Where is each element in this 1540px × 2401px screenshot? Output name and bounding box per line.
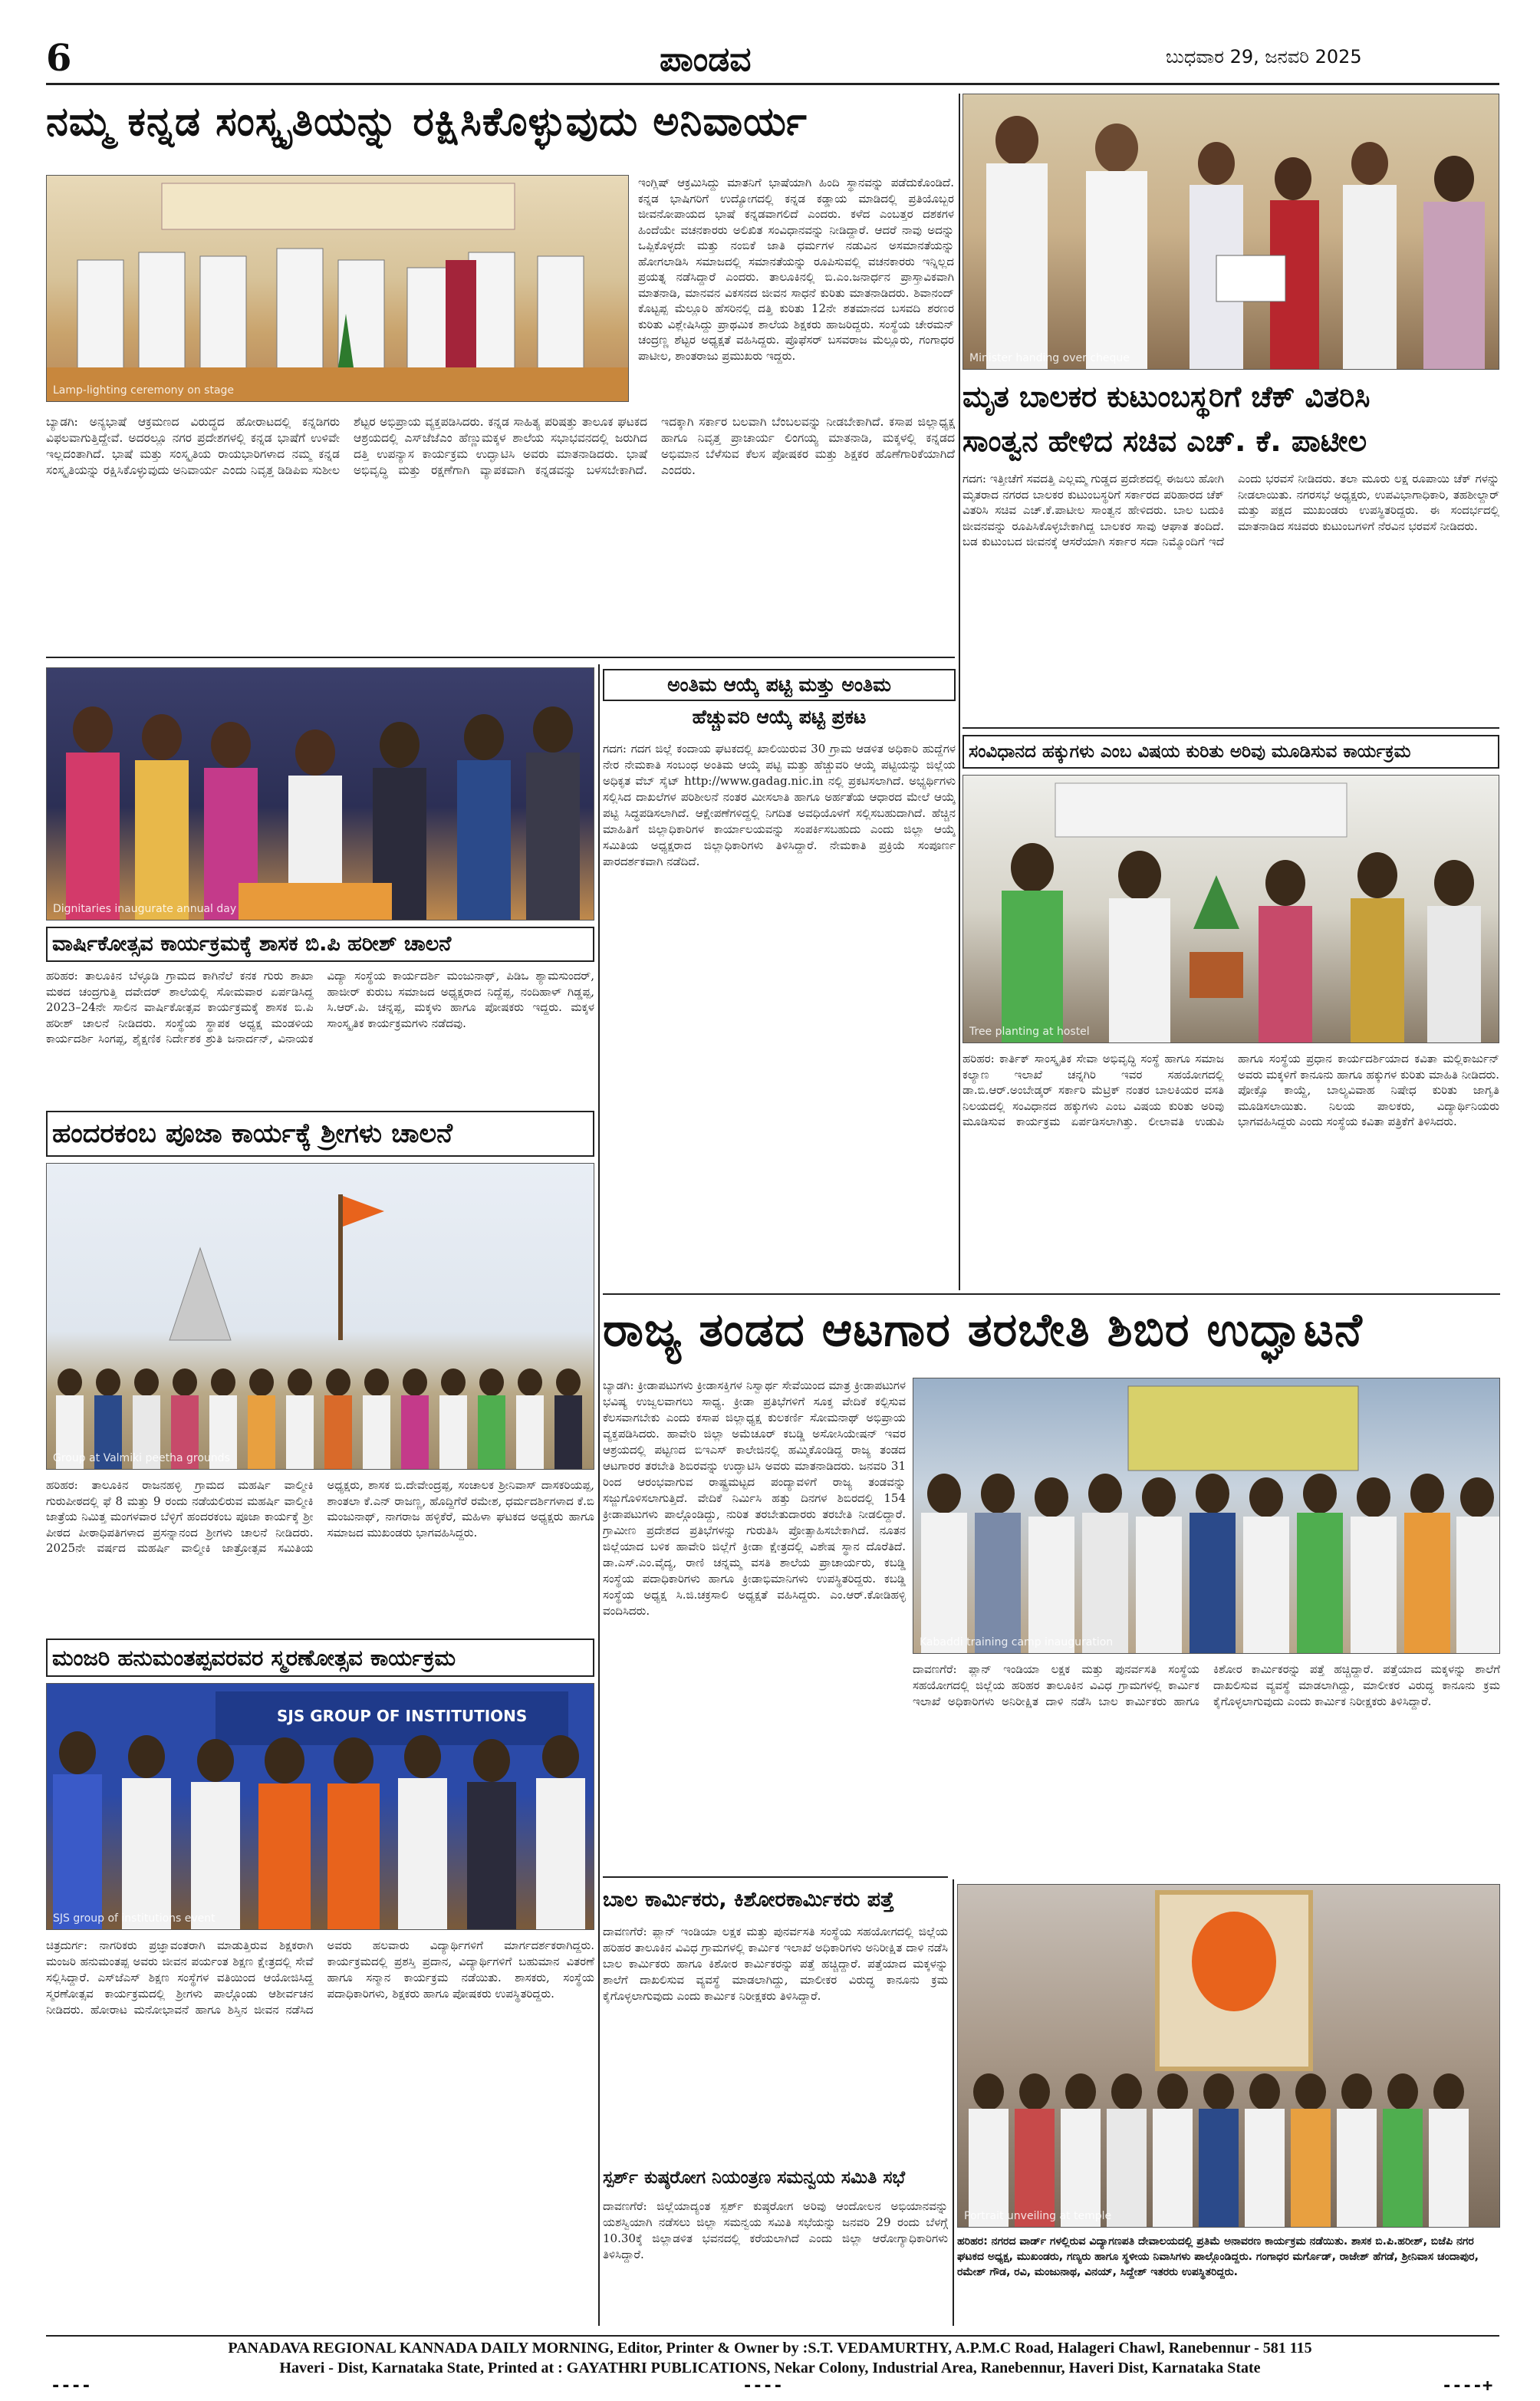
child-labour-body: ದಾವಣಗೆರೆ: ಪ್ಲಾನ್ ಇಂಡಿಯಾ ಲಕ್ಷಕ ಮತ್ತು ಪುನರ್ವಸತಿ ಸಂಸ್ಥೆಯ ಸಹಯೋಗದಲ್ಲಿ ಜಿಲ್ಲೆಯ ಹರಿಹರ ತಾಲೂಕಿನ ವಿವಿಧ ಗ್ರಾಮಗಳಲ್ಲಿ ಕಾರ್ಮಿಕ ಇಲಾಖೆ ಅಧಿಕಾರಿಗಳು ಅನಿರೀಕ್ಷಿತ ದಾಳಿ ನಡೆಸಿ ಬಾಲ ಕಾರ್ಮಿಕರು ಹಾಗೂ ಕಿಶೋರ ಕಾರ್ಮಿಕರನ್ನು ಪತ್ತೆ ಹಚ್ಚಿದ್ದಾರೆ. ಪತ್ತೆಯಾದ ಮಕ್ಕಳನ್ನು ಶಾಲೆಗೆ ದಾಖಲಿಸುವ ವ್ಯವಸ್ಥೆ ಮಾಡಲಾಗಿದ್ದು, ಮಾಲೀಕರ ವಿರುದ್ಧ ಕಾನೂನು ಕ್ರಮ ಕೈಗೊಳ್ಳಲಾಗುವುದು ಎಂದು ಕಾರ್ಮಿಕ ನಿರೀಕ್ಷಕರು ತಿಳಿಸಿದ್ದಾರೆ. — [603, 1925, 948, 2003]
headline-child-labour: ಬಾಲ ಕಾರ್ಮಿಕರು, ಕಿಶೋರಕಾರ್ಮಿಕರು ಪತ್ತೆ — [603, 1888, 894, 1912]
photo-kabaddi-label: Kabaddi training camp inauguration — [920, 1636, 1114, 1648]
issue-date: ಬುಧವಾರ 29, ಜನವರಿ 2025 — [1166, 46, 1362, 68]
photo-lamp-lighting — [46, 175, 629, 402]
samvidhana-body: ಹರಿಹರ: ಕಾರ್ತಿಕ್ ಸಾಂಸ್ಕೃತಿಕ ಸೇವಾ ಅಭಿವೃದ್ಧಿ ಸಂಸ್ಥೆ ಹಾಗೂ ಸಮಾಜ ಕಲ್ಯಾಣ ಇಲಾಖೆ ಚನ್ನಗಿರಿ ಇವರ ಸಹಯೋಗದಲ್ಲಿ ಡಾ.ಬಿ.ಆರ್.ಅಂಬೇಡ್ಕರ್ ಸರ್ಕಾರಿ ಮೆಟ್ರಿಕ್ ನಂತರ ಬಾಲಕಿಯರ ವಸತಿ ನಿಲಯದಲ್ಲಿ ಸಂವಿಧಾನದ ಹಕ್ಕುಗಳು ಎಂಬ ವಿಷಯ ಕುರಿತು ಅರಿವು ಮೂಡಿಸುವ ಕಾರ್ಯಕ್ರಮ ಏರ್ಪಡಿಸಲಾಗಿತ್ತು. ಲೀಲಾವತಿ ಉಡುಪಿ ಹಾಗೂ ಸಂಸ್ಥೆಯ ಪ್ರಧಾನ ಕಾರ್ಯದರ್ಶಿಯಾದ ಕವಿತಾ ಮಲ್ಲಿಕಾರ್ಜುನ್ ಅವರು ಮಕ್ಕಳಿಗೆ ಕಾನೂನು ಹಾಗೂ ಹಕ್ಕುಗಳ ಕುರಿತು ಮಾಹಿತಿ ನೀಡಿದರು. ಪೋಕ್ಸೊ ಕಾಯ್ದೆ, ಬಾಲ್ಯವಿವಾಹ ನಿಷೇಧ ಕುರಿತು ಜಾಗೃತಿ ಮೂಡಿಸಲಾಯಿತು. ನಿಲಯ ಪಾಲಕರು, ವಿದ್ಯಾರ್ಥಿನಿಯರು ಭಾಗವಹಿಸಿದ್ದರು ಎಂದು ಸಂಸ್ಥೆಯ ಕವಿತಾ ಪತ್ರಿಕೆಗೆ ತಿಳಿಸಿದರು. — [962, 1052, 1499, 1128]
photo-valmiki-label: Group at Valmiki peetha grounds — [53, 1452, 230, 1464]
footer-center-mark: ---- — [742, 2376, 783, 2396]
footer-rule — [46, 2335, 1499, 2337]
photo-portrait-label: Portrait unveiling at temple — [964, 2210, 1112, 2222]
annual-day-body: ಹರಿಹರ: ತಾಲೂಕಿನ ಬೆಳ್ಳೂಡಿ ಗ್ರಾಮದ ಕಾಗಿನೆಲೆ ಕನಕ ಗುರು ಶಾಖಾ ಮಠದ ಚಂದ್ರಗುತ್ತಿ ದವೇದರ್ ಶಾಲೆಯಲ್ಲಿ ಸೋಮವಾರ ಏರ್ಪಡಿಸಿದ್ದ 2023–24ನೇ ಸಾಲಿನ ವಾರ್ಷಿಕೋತ್ಸವ ಕಾರ್ಯಕ್ರಮಕ್ಕೆ ಶಾಸಕ ಬಿ.ಪಿ ಹರೀಶ್ ಚಾಲನೆ ನೀಡಿದರು. ಸಂಸ್ಥೆಯ ಸ್ಥಾಪಕ ಅಧ್ಯಕ್ಷ ಮಂಡಳಿಯ ಕಾರ್ಯದರ್ಶಿ ಸಿಂಗಪ್ಪ, ಶೈಕ್ಷಣಿಕ ನಿರ್ದೇಶಕ ಶ್ರುತಿ ಜನಾರ್ದನ್, ವಿನಾಯಕ ವಿದ್ಯಾ ಸಂಸ್ಥೆಯ ಕಾರ್ಯದರ್ಶಿ ಮಂಜುನಾಥ್, ಪಿಡಿಒ ಶ್ಯಾಮಸುಂದರ್, ಹಾಜೀರ್ ಕುರುಬ ಸಮಾಜದ ಅಧ್ಯಕ್ಷರಾದ ನಿದ್ದೆಪ್ಪ, ನಂದಿಹಾಳ್ ಗಿಡ್ಡಪ್ಪ, ಸಿ.ಆರ್.ಪಿ. ಚನ್ನಪ್ಪ, ಮಕ್ಕಳು ಹಾಗೂ ಪೋಷಕರು ಇದ್ದರು. ಮಕ್ಕಳ ಸಾಂಸ್ಕೃತಿಕ ಕಾರ್ಯಕ್ರಮಗಳು ನಡೆದವು. — [46, 969, 594, 1046]
headline-kannada-culture: ನಮ್ಮ ಕನ್ನಡ ಸಂಸ್ಕೃತಿಯನ್ನು ರಕ್ಷಿಸಿಕೊಳ್ಳುವುದು ಅನಿವಾರ್ಯ — [46, 99, 808, 145]
headline-voters-1: ಅಂತಿಮ ಆಯ್ಕೆ ಪಟ್ಟಿ ಮತ್ತು ಅಂತಿಮ — [603, 669, 956, 701]
sports-body-continued-text: ದಾವಣಗೆರೆ: ಪ್ಲಾನ್ ಇಂಡಿಯಾ ಲಕ್ಷಕ ಮತ್ತು ಪುನರ್ವಸತಿ ಸಂಸ್ಥೆಯ ಸಹಯೋಗದಲ್ಲಿ ಜಿಲ್ಲೆಯ ಹರಿಹರ ತಾಲೂಕಿನ ವಿವಿಧ ಗ್ರಾಮಗಳಲ್ಲಿ ಕಾರ್ಮಿಕ ಇಲಾಖೆ ಅಧಿಕಾರಿಗಳು ಅನಿರೀಕ್ಷಿತ ದಾಳಿ ನಡೆಸಿ ಬಾಲ ಕಾರ್ಮಿಕರು ಹಾಗೂ ಕಿಶೋರ ಕಾರ್ಮಿಕರನ್ನು ಪತ್ತೆ ಹಚ್ಚಿದ್ದಾರೆ. ಪತ್ತೆಯಾದ ಮಕ್ಕಳನ್ನು ಶಾಲೆಗೆ ದಾಖಲಿಸುವ ವ್ಯವಸ್ಥೆ ಮಾಡಲಾಗಿದ್ದು, ಮಾಲೀಕರ ವಿರುದ್ಧ ಕಾನೂನು ಕ್ರಮ ಕೈಗೊಳ್ಳಲಾಗುವುದು ಎಂದು ಕಾರ್ಮಿಕ ನಿರೀಕ್ಷಕರು ತಿಳಿಸಿದ್ದಾರೆ. — [913, 1662, 1500, 1708]
voters-body: ಗದಗ: ಗದಗ ಜಿಲ್ಲೆ ಕಂದಾಯ ಘಟಕದಲ್ಲಿ ಖಾಲಿಯಿರುವ 30 ಗ್ರಾಮ ಆಡಳಿತ ಅಧಿಕಾರಿ ಹುದ್ದೆಗಳ ನೇರ ನೇಮಕಾತಿ ಸಂಬಂಧ ಅಂತಿಮ ಆಯ್ಕೆ ಪಟ್ಟಿ ಮತ್ತು ಹೆಚ್ಚುವರಿ ಆಯ್ಕೆ ಪಟ್ಟಿಯನ್ನು ಜಿಲ್ಲೆಯ ಅಧಿಕೃತ ವೆಬ್ ಸೈಟ್ http://www.gadag.nic.in ನಲ್ಲಿ ಪ್ರಕಟಿಸಲಾಗಿದೆ. ಅಭ್ಯರ್ಥಿಗಳು ಸಲ್ಲಿಸಿದ ದಾಖಲೆಗಳ ಪರಿಶೀಲನೆ ನಂತರ ಮೀಸಲಾತಿ ಹಾಗೂ ಅರ್ಹತೆಯ ಆಧಾರದ ಮೇಲೆ ಆಯ್ಕೆ ಪಟ್ಟಿ ಸಿದ್ಧಪಡಿಸಲಾಗಿದೆ. ಆಕ್ಷೇಪಣೆಗಳಿದ್ದಲ್ಲಿ ನಿಗದಿತ ಅವಧಿಯೊಳಗೆ ಸಲ್ಲಿಸಬಹುದಾಗಿದೆ. ಹೆಚ್ಚಿನ ಮಾಹಿತಿಗೆ ಜಿಲ್ಲಾಧಿಕಾರಿಗಳ ಕಾರ್ಯಾಲಯವನ್ನು ಸಂಪರ್ಕಿಸಬಹುದು ಎಂದು ಜಿಲ್ಲಾ ಆಯ್ಕೆ ಸಮಿತಿಯ ಅಧ್ಯಕ್ಷರಾದ ಜಿಲ್ಲಾಧಿಕಾರಿಗಳು ತಿಳಿಸಿದ್ದಾರೆ. ನೇಮಕಾತಿ ಪ್ರಕ್ರಿಯೆ ಸಂಪೂರ್ಣ ಪಾರದರ್ಶಕವಾಗಿ ನಡೆದಿದೆ. — [603, 742, 956, 868]
masthead-rule — [46, 83, 1499, 85]
footer-left-mark: ---- — [51, 2376, 91, 2396]
photo-kabaddi-camp — [913, 1378, 1500, 1654]
vrule-left — [598, 664, 600, 2326]
headline-sports: ರಾಜ್ಯ ತಂಡದ ಆಟಗಾರ ತರಬೇತಿ ಶಿಬಿರ ಉದ್ಘಾಟನೆ — [603, 1303, 1363, 1357]
footer-line-1: PANADAVA REGIONAL KANNADA DAILY MORNING, Editor, Printer & Owner by :S.T. VEDAMURTHY, A.P.M.C Road, Halageri Chawl, Ranebennur - 581 115 — [228, 2340, 1312, 2357]
vrule-center-top — [959, 94, 960, 1290]
photo-cheque-handover — [962, 94, 1499, 370]
photo-cheque-art — [963, 94, 1499, 370]
photo-annual-day — [46, 667, 594, 921]
photo-cheque-label: Minister handing over cheque — [969, 352, 1130, 364]
photo-lamp-lighting-art — [47, 176, 629, 402]
sports-body: ಬ್ಯಾಡಗಿ: ಕ್ರೀಡಾಪಟುಗಳು ಕ್ರೀಡಾಸಕ್ತಿಗಳ ನಿಸ್ವಾರ್ಥ ಸೇವೆಯಿಂದ ಮಾತ್ರ ಕ್ರೀಡಾಪಟುಗಳ ಭವಿಷ್ಯ ಉಜ್ವಲವಾಗಲು ಸಾಧ್ಯ. ಕ್ರೀಡಾ ಪ್ರತಿಭೆಗಳಿಗೆ ಸೂಕ್ತ ವೇದಿಕೆ ಕಲ್ಪಿಸುವ ಕೆಲಸವಾಗಬೇಕು ಎಂದು ಕಸಾಪ ಜಿಲ್ಲಾಧ್ಯಕ್ಷ ಕುಲಕರ್ಣಿ ಸೋಮನಾಥ್ ಅಭಿಪ್ರಾಯ ವ್ಯಕ್ತಪಡಿಸಿದರು. ಹಾವೇರಿ ಜಿಲ್ಲಾ ಅಮೆಚೂರ್ ಕಬಡ್ಡಿ ಅಸೋಸಿಯೇಷನ್ ಇವರ ಆಶ್ರಯದಲ್ಲಿ ಪಟ್ಟಣದ ಬಿಇಎಸ್ ಕಾಲೇಜಿನಲ್ಲಿ ಹಮ್ಮಿಕೊಂಡಿದ್ದ ರಾಜ್ಯ ತಂಡದ ಆಟಗಾರರ ತರಬೇತಿ ಶಿಬಿರವನ್ನು ಉದ್ಘಾಟಿಸಿ ಅವರು ಮಾತನಾಡಿದರು. ಜನವರಿ 31 ರಿಂದ ಆರಂಭವಾಗುವ ರಾಷ್ಟ್ರಮಟ್ಟದ ಪಂದ್ಯಾವಳಿಗೆ ರಾಜ್ಯ ತಂಡವನ್ನು ಸಜ್ಜುಗೊಳಿಸಲಾಗುತ್ತಿದೆ. ವೇದಿಕೆ ನಿರ್ಮಿಸಿ ಹತ್ತು ದಿನಗಳ ಶಿಬಿರದಲ್ಲಿ 154 ಕ್ರೀಡಾಪಟುಗಳು ಪಾಲ್ಗೊಂಡಿದ್ದು, ನುರಿತ ತರಬೇತುದಾರರು ತರಬೇತಿ ನೀಡಲಿದ್ದಾರೆ. ಗ್ರಾಮೀಣ ಪ್ರದೇಶದ ಪ್ರತಿಭೆಗಳನ್ನು ಗುರುತಿಸಿ ಪ್ರೋತ್ಸಾಹಿಸಬೇಕಾಗಿದೆ. ನೂತನ ಜಿಲ್ಲೆಯಾದ ಬಳಿಕ ಹಾವೇರಿ ಜಿಲ್ಲೆಗೆ ಕ್ರೀಡಾ ಕ್ಷೇತ್ರದಲ್ಲಿ ವಿಶೇಷ ಸ್ಥಾನ ದೊರೆತಿದೆ. ಡಾ.ಎಸ್.ಎಂ.ವೈದ್ಯ, ರಾಣಿ ಚನ್ನಮ್ಮ ವಸತಿ ಶಾಲೆಯ ಪ್ರಾಚಾರ್ಯರು, ಕಬಡ್ಡಿ ಸಂಸ್ಥೆಯ ಪದಾಧಿಕಾರಿಗಳು ಹಾಗೂ ಕ್ರೀಡಾಭಿಮಾನಿಗಳು ಉಪಸ್ಥಿತರಿದ್ದರು. ಕಬಡ್ಡಿ ಸಂಸ್ಥೆಯ ಅಧ್ಯಕ್ಷ ಸಿ.ಜಿ.ಚಕ್ರಸಾಲಿ ಅಧ್ಯಕ್ಷತೆ ವಹಿಸಿದ್ದರು. ಎಂ.ಆರ್.ಕೋಡಿಹಳ್ಳಿ ವಂದಿಸಿದರು. — [603, 1378, 906, 1618]
rule-below-culture — [46, 657, 955, 658]
sports-body-continued — [913, 1662, 1500, 1869]
photo-valmiki-grounds — [46, 1163, 594, 1470]
kannada-culture-body: ಬ್ಯಾಡಗಿ: ಅನ್ಯಭಾಷೆ ಆಕ್ರಮಣದ ವಿರುದ್ಧದ ಹೋರಾಟದಲ್ಲಿ ಕನ್ನಡಿಗರು ವಿಫಲವಾಗುತ್ತಿದ್ದೇವೆ. ಅದರಲ್ಲೂ ನಗರ ಪ್ರದೇಶಗಳಲ್ಲಿ ಕನ್ನಡ ಭಾಷೆಗೆ ಉಳಿವೇ ಇಲ್ಲದಂತಾಗಿದೆ. ಭಾಷೆ ಮತ್ತು ಸಂಸ್ಕೃತಿಯ ರಾಯಭಾರಿಗಳಾದ ನಮ್ಮ ಕನ್ನಡ ಸಂಸ್ಕೃತಿಯನ್ನು ರಕ್ಷಿಸಿಕೊಳ್ಳುವುದು ಅನಿವಾರ್ಯ ಎಂದು ನಿವೃತ್ತ ಡಿಡಿಪಿಐ ಸುಶೀಲ ಶೆಟ್ಟರ ಅಭಿಪ್ರಾಯ ವ್ಯಕ್ತಪಡಿಸಿದರು. ಕನ್ನಡ ಸಾಹಿತ್ಯ ಪರಿಷತ್ತು ತಾಲೂಕ ಘಟಕದ ಆಶ್ರಯದಲ್ಲಿ ಎಸ್‌ಜೆಜೆಎಂ ಹೆಣ್ಣುಮಕ್ಕಳ ಶಾಲೆಯ ಸಭಾಭವನದಲ್ಲಿ ಜರುಗಿದ ದತ್ತಿ ಉಪನ್ಯಾಸ ಕಾರ್ಯಕ್ರಮ ಉದ್ಘಾಟಿಸಿ ಅವರು ಮಾತನಾಡಿದರು. ಭಾಷೆ ಅಭಿವೃದ್ಧಿ ಮತ್ತು ರಕ್ಷಣೆಗಾಗಿ ವ್ಯಾಪಕವಾಗಿ ಕನ್ನಡವನ್ನು ಬಳಸಬೇಕಾಗಿದೆ. ಇದಕ್ಕಾಗಿ ಸರ್ಕಾರ ಬಲವಾಗಿ ಬೆಂಬಲವನ್ನು ನೀಡಬೇಕಾಗಿದೆ. ಕಸಾಪ ಜಿಲ್ಲಾಧ್ಯಕ್ಷ ಹಾಗೂ ನಿವೃತ್ತ ಪ್ರಾಚಾರ್ಯ ಲಿಂಗಯ್ಯ ಮಾತನಾಡಿ, ಮಕ್ಕಳಲ್ಲಿ ಕನ್ನಡದ ಅಭಿಮಾನ ಬೆಳೆಸುವ ಕೆಲಸ ಪೋಷಕರ ಮತ್ತು ಶಿಕ್ಷಕರ ಹೊಣೆಗಾರಿಕೆಯಾಗಿದೆ ಎಂದರು. — [46, 415, 955, 477]
photo-portrait-art — [958, 1885, 1500, 2228]
photo-valmiki-art — [47, 1164, 594, 1470]
headline-samvidhana: ಸಂವಿಧಾನದ ಹಕ್ಕುಗಳು ಎಂಬ ವಿಷಯ ಕುರಿತು ಅರಿವು ಮೂಡಿಸುವ ಕಾರ್ಯಕ್ರಮ — [962, 735, 1499, 769]
page-number: 6 — [46, 37, 72, 80]
headline-cheque-1: ಮೃತ ಬಾಲಕರ ಕುಟುಂಬಸ್ಥರಿಗೆ ಚೆಕ್ ವಿತರಿಸಿ — [962, 380, 1371, 413]
footer-line-2: Haveri - Dist, Karnataka State, Printed at : GAYATHRI PUBLICATIONS, Nekar Colony, Industrial Area, Ranebennur, Haveri Dist, Karnataka State — [279, 2360, 1261, 2376]
manjari-body: ಚಿತ್ರದುರ್ಗ: ನಾಗರಿಕರು ಪ್ರಜ್ಞಾವಂತರಾಗಿ ಮಾಡುತ್ತಿರುವ ಶಿಕ್ಷಕರಾಗಿ ಮಂಜರಿ ಹನುಮಂತಪ್ಪ ಅವರು ಜೀವನ ಪರ್ಯಂತ ಶಿಕ್ಷಣ ಕ್ಷೇತ್ರದಲ್ಲಿ ಸೇವೆ ಸಲ್ಲಿಸಿದ್ದಾರೆ. ಎಸ್‌ಜೆಎಸ್ ಶಿಕ್ಷಣ ಸಂಸ್ಥೆಗಳ ವತಿಯಿಂದ ಆಯೋಜಿಸಿದ್ದ ಸ್ಮರಣೋತ್ಸವ ಕಾರ್ಯಕ್ರಮದಲ್ಲಿ ಶ್ರೀಗಳು ಪಾಲ್ಗೊಂಡು ಆಶೀರ್ವಚನ ನೀಡಿದರು. ಹೋರಾಟ ಮನೋಭಾವನೆ ಹಾಗೂ ಶಿಸ್ತಿನ ಜೀವನ ನಡೆಸಿದ ಅವರು ಹಲವಾರು ವಿದ್ಯಾರ್ಥಿಗಳಿಗೆ ಮಾರ್ಗದರ್ಶಕರಾಗಿದ್ದರು. ಕಾರ್ಯಕ್ರಮದಲ್ಲಿ ಪ್ರಶಸ್ತಿ ಪ್ರದಾನ, ವಿದ್ಯಾರ್ಥಿಗಳಿಗೆ ಬಹುಮಾನ ವಿತರಣೆ ಹಾಗೂ ಸನ್ಮಾನ ಕಾರ್ಯಕ್ರಮ ನಡೆಯಿತು. ಶಾಸಕರು, ಸಂಸ್ಥೆಯ ಪದಾಧಿಕಾರಿಗಳು, ಶಿಕ್ಷಕರು ಹಾಗೂ ಪೋಷಕರು ಉಪಸ್ಥಿತರಿದ್ದರು. — [46, 1938, 594, 2017]
leprosy-body: ದಾವಣಗೆರೆ: ಜಿಲ್ಲೆಯಾದ್ಯಂತ ಸ್ಪರ್ಶ್ ಕುಷ್ಠರೋಗ ಅರಿವು ಆಂದೋಲನ ಅಭಿಯಾನವನ್ನು ಯಶಸ್ವಿಯಾಗಿ ನಡೆಸಲು ಜಿಲ್ಲಾ ಸಮನ್ವಯ ಸಮಿತಿ ಸಭೆಯನ್ನು ಜನವರಿ 29 ರಂದು ಬೆಳಗ್ಗೆ 10.30ಕ್ಕೆ ಜಿಲ್ಲಾಡಳಿತ ಭವನದಲ್ಲಿ ಕರೆಯಲಾಗಿದೆ ಎಂದು ಜಿಲ್ಲಾ ಆರೋಗ್ಯಾಧಿಕಾರಿಗಳು ತಿಳಿಸಿದ್ದಾರೆ. — [603, 2199, 948, 2261]
photo-tree-planting-art — [963, 776, 1499, 1043]
rule-below-cheque — [962, 727, 1499, 729]
footer-right-mark: ----+ — [1442, 2376, 1493, 2396]
kannada-culture-side-text: ಇಂಗ್ಲಿಷ್ ಆಕ್ರಮಿಸಿದ್ದು ಮಾತನಿಗೆ ಭಾಷೆಯಾಗಿ ಹಿಂದಿ ಸ್ಥಾನವನ್ನು ಪಡೆದುಕೊಂಡಿದೆ. ಕನ್ನಡ ಭಾಷಿಗರಿಗೆ ಉದ್ಯೋಗದಲ್ಲಿ ಕನ್ನಡ ಕಡ್ಡಾಯ ಮಾಡಿದಲ್ಲಿ ಪ್ರತಿಯೊಬ್ಬರ ಜೀವನೋಪಾಯದ ಭಾಷೆ ಕನ್ನಡವಾಗಲಿದೆ ಎಂದರು. ಕಳೆದ ಎಂಬತ್ತರ ದಶಕಗಳ ಹಿಂದೆಯೇ ವಚನಕಾರರು ಅಲಿಖಿತ ಸಂವಿಧಾನವನ್ನು ನೀಡಿದ್ದಾರೆ. ಆದರೆ ನಾವು ಅದನ್ನು ಒಪ್ಪಿಕೊಳ್ಳದೇ ಮತ್ತು ನಂಬಿಕೆ ಜಾತಿ ಧರ್ಮಗಳ ನಡುವಿನ ಅಸಮಾನತೆಯನ್ನು ಹೋಗಲಾಡಿಸಿ ಸಮಾಜದಲ್ಲಿ ಸಮಾನತೆಯನ್ನು ರೂಪಿಸುವಲ್ಲಿ ವಚನಕಾರರು ಇನ್ನಿಲ್ಲದ ಪ್ರಯತ್ನ ನಡೆಸಿದ್ದಾರೆ ಎಂದರು. ತಾಲೂಕಿನಲ್ಲಿ ಬಿ.ಎಂ.ಜನಾರ್ಧನ ಪ್ರಾಸ್ತಾವಿಕವಾಗಿ ಮಾತನಾಡಿ, ಮಾನವನ ವಿಕಸನದ ಜೀವನ ಸಾಧನೆ ಕುರಿತು ಮಾತನಾಡಿದರು. ಶಿವಾನಂದ್ ಕೊಟ್ಟಪ್ಪ ಮೆಲ್ಲೂರಿ ಹೆಸರಿನಲ್ಲಿ ದತ್ತಿ ಕುರಿತು 12ನೇ ಶತಮಾನದ ಬಸವದಿ ಶರಣರ ಕುರಿತು ವಿಶ್ಲೇಷಿಸಿದ್ದು ಪ್ರಾಥಮಿಕ ಶಾಲೆಯ ಶಿಕ್ಷಕರು ಹಾಜರಿದ್ದರು. ಸಂಸ್ಥೆಯ ಚೇರಮನ್ ಚಂದ್ರಣ್ಣ ಶೆಟ್ಟರ ಅಧ್ಯಕ್ಷತೆ ವಹಿಸಿದ್ದರು. ಪ್ರೊಫೆಸರ್ ಬಸವರಾಜ ಮೆಲ್ಲೂರು, ಗಂಗಾಧರ ಪಾಟೀಲ, ಶಾಂತರಾಜು ಪ್ರಮುಖರು ಇದ್ದರು. — [638, 176, 954, 363]
photo-tree-planting — [962, 775, 1499, 1043]
headline-pooja: ಹಂದರಕಂಬ ಪೂಜಾ ಕಾರ್ಯಕ್ಕೆ ಶ್ರೀಗಳು ಚಾಲನೆ — [46, 1111, 594, 1157]
photo-portrait-unveiling — [957, 1884, 1500, 2228]
headline-leprosy: ಸ್ಪರ್ಶ್ ಕುಷ್ಠರೋಗ ನಿಯಂತ್ರಣ ಸಮನ್ವಯ ಸಮಿತಿ ಸಭೆ — [603, 2168, 906, 2188]
pooja-body: ಹರಿಹರ: ತಾಲೂಕಿನ ರಾಜನಹಳ್ಳಿ ಗ್ರಾಮದ ಮಹರ್ಷಿ ವಾಲ್ಮೀಕಿ ಗುರುಪೀಠದಲ್ಲಿ ಫೆ 8 ಮತ್ತು 9 ರಂದು ನಡೆಯಲಿರುವ ಮಹರ್ಷಿ ವಾಲ್ಮೀಕಿ ಜಾತ್ರೆಯ ನಿಮಿತ್ತ ಮಂಗಳವಾರ ಬೆಳ್ಳಿಗೆ ಹಂದರಕಂಬ ಪೂಜಾ ಕಾರ್ಯಕ್ಕೆ ಶ್ರೀ ಪೀಠದ ಪೀಠಾಧಿಪತಿಗಳಾದ ಪ್ರಸನ್ನಾನಂದ ಶ್ರೀಗಳು ಚಾಲನೆ ನೀಡಿದರು. 2025ನೇ ವರ್ಷದ ಮಹರ್ಷಿ ವಾಲ್ಮೀಕಿ ಜಾತ್ರೋತ್ಸವ ಸಮಿತಿಯ ಅಧ್ಯಕ್ಷರು, ಶಾಸಕ ಬಿ.ದೇವೇಂದ್ರಪ್ಪ, ಸಂಚಾಲಕ ಶ್ರೀನಿವಾಸ್ ದಾಸಕರಿಯಪ್ಪ, ಶಾಂತಲಾ ಕೆ.ಎನ್ ರಾಜಣ್ಣ, ಹೊದ್ದಿಗೆರೆ ರಮೇಶ, ಧರ್ಮದರ್ಶಿಗಳಾದ ಕೆ.ಬಿ ಮಂಜುನಾಥ್, ನಾಗರಾಜ ಹಳ್ಳಿಕೆರೆ, ಮಹಿಳಾ ಘಟಕದ ಅಧ್ಯಕ್ಷರು ಹಾಗೂ ಸಮಾಜದ ಮುಖಂಡರು ಭಾಗವಹಿಸಿದ್ದರು. — [46, 1478, 594, 1555]
headline-annual-day: ವಾರ್ಷಿಕೋತ್ಸವ ಕಾರ್ಯಕ್ರಮಕ್ಕೆ ಶಾಸಕ ಬಿ.ಪಿ ಹರೀಶ್ ಚಾಲನೆ — [46, 927, 594, 962]
paper-name: ಪಾಂಡವ — [660, 40, 752, 79]
vrule-center-bottom — [953, 1879, 954, 2326]
rule-sports-top — [603, 1293, 1500, 1295]
photo-lamp-lighting-label: Lamp-lighting ceremony on stage — [53, 384, 235, 397]
cheque-body: ಗದಗ: ಇತ್ತೀಚೆಗೆ ಸವದತ್ತಿ ಎಲ್ಲಮ್ಮ ಗುಡ್ಡದ ಪ್ರದೇಶದಲ್ಲಿ ಈಜಲು ಹೋಗಿ ಮೃತರಾದ ನಗರದ ಬಾಲಕರ ಕುಟುಂಬಸ್ಥರಿಗೆ ಸರ್ಕಾರದ ಪರಿಹಾರದ ಚೆಕ್ ವಿತರಿಸಿ ಸಚಿವ ಎಚ್.ಕೆ.ಪಾಟೀಲ ಸಾಂತ್ವನ ಹೇಳಿದರು. ಬಾಲ ಬದುಕಿ ಜೀವನವನ್ನು ರೂಪಿಸಿಕೊಳ್ಳಬೇಕಾಗಿದ್ದ ಬಾಲಕರ ಸಾವು ಆಘಾತ ತಂದಿದೆ. ಬಡ ಕುಟುಂಬದ ಜೀವನಕ್ಕೆ ಆಸರೆಯಾಗಿ ಸರ್ಕಾರ ಸದಾ ನಿಮ್ಮೊಂದಿಗೆ ಇದೆ ಎಂದು ಭರವಸೆ ನೀಡಿದರು. ತಲಾ ಮೂರು ಲಕ್ಷ ರೂಪಾಯಿ ಚೆಕ್ ಗಳನ್ನು ನೀಡಲಾಯಿತು. ನಗರಸಭೆ ಅಧ್ಯಕ್ಷರು, ಉಪವಿಭಾಗಾಧಿಕಾರಿ, ತಹಶೀಲ್ದಾರ್ ಮತ್ತು ಪಕ್ಷದ ಮುಖಂಡರು ಉಪಸ್ಥಿತರಿದ್ದರು. ಈ ಸಂದರ್ಭದಲ್ಲಿ ಮಾತನಾಡಿದ ಸಚಿವರು ಕುಟುಂಬಗಳಿಗೆ ನೆರವಿನ ಭರವಸೆ ನೀಡಿದರು. — [962, 472, 1499, 548]
photo-tree-planting-label: Tree planting at hostel — [969, 1026, 1090, 1038]
photo-sjs-label: SJS group of institutions event — [53, 1912, 216, 1925]
photo-annual-day-label: Dignitaries inaugurate annual day — [53, 903, 237, 915]
rule-child-labour — [603, 1876, 948, 1878]
headline-manjari: ಮಂಜರಿ ಹನುಮಂತಪ್ಪವರವರ ಸ್ಮರಣೋತ್ಸವ ಕಾರ್ಯಕ್ರಮ — [46, 1639, 594, 1677]
headline-voters-2: ಹೆಚ್ಚುವರಿ ಆಯ್ಕೆ ಪಟ್ಟಿ ಪ್ರಕಟ — [692, 706, 867, 728]
photo-sjs-event — [46, 1683, 594, 1930]
photo-annual-day-art — [47, 668, 594, 921]
headline-cheque-2: ಸಾಂತ್ವನ ಹೇಳಿದ ಸಚಿವ ಎಚ್. ಕೆ. ಪಾಟೀಲ — [962, 424, 1367, 458]
sjs-banner-text: SJS GROUP OF INSTITUTIONS — [277, 1707, 528, 1725]
photo-kabaddi-art — [913, 1378, 1500, 1654]
harihara-caption: ಹರಿಹರ: ನಗರದ ವಾರ್ಡ್ ಗಳಲ್ಲಿರುವ ವಿದ್ಯಾಗಣಪತಿ ದೇವಾಲಯದಲ್ಲಿ ಪ್ರತಿಮೆ ಅನಾವರಣ ಕಾರ್ಯಕ್ರಮ ನಡೆಯಿತು. ಶಾಸಕ ಬಿ.ಪಿ.ಹರೀಶ್, ಬಿಜೆಪಿ ನಗರ ಘಟಕದ ಅಧ್ಯಕ್ಷ, ಮುಖಂಡರು, ಗಣ್ಯರು ಹಾಗೂ ಸ್ಥಳೀಯ ನಿವಾಸಿಗಳು ಪಾಲ್ಗೊಂಡಿದ್ದರು. ಗಂಗಾಧರ ಮರ್ಗೊಡ್, ರಾಜೇಶ್ ಹೆಗಡೆ, ಶ್ರೀನಿವಾಸ ಚಂದಾಪುರ, ರಮೇಶ್ ಗೌಡ, ರವಿ, ಮಂಜುನಾಥ, ವಿನಯ್, ಸಿದ್ದೇಶ್ ಇತರರು ಉಪಸ್ಥಿತರಿದ್ದರು. — [957, 2235, 1479, 2278]
